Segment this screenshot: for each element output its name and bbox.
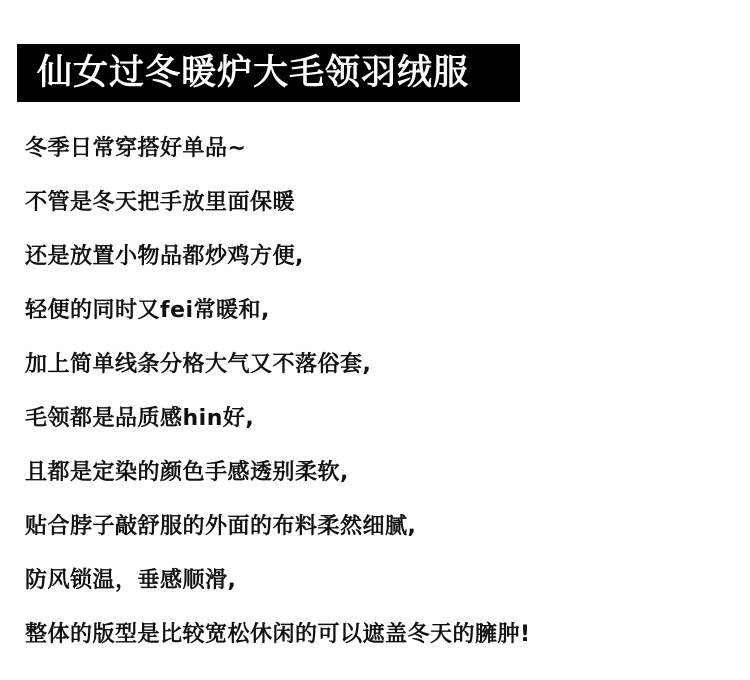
description-text-block: [25, 127, 531, 667]
description-line: 轻便的同时又fei常暖和,: [25, 298, 270, 323]
description-line: 且都是定染的颜色手感透别柔软,: [25, 460, 349, 485]
page-title: 仙女过冬暖炉大毛领羽绒服: [37, 53, 470, 93]
description-line: 不管是冬天把手放里面保暖: [25, 190, 296, 215]
description-line: 整体的版型是比较宽松休闲的可以遮盖冬天的臃肿!: [25, 622, 531, 647]
description-line: 冬季日常穿搭好单品~: [25, 136, 247, 161]
description-line: 加上简单线条分格大气又不落俗套,: [25, 352, 372, 377]
description-line: 还是放置小物品都炒鸡方便,: [25, 244, 304, 269]
description-line: 贴合脖子敲舒服的外面的布料柔然细腻,: [25, 514, 417, 539]
description-line: 毛领都是品质感hin好,: [25, 406, 255, 431]
description-line: 防风锁温，垂感顺滑,: [25, 568, 237, 593]
title-banner: [17, 44, 520, 102]
